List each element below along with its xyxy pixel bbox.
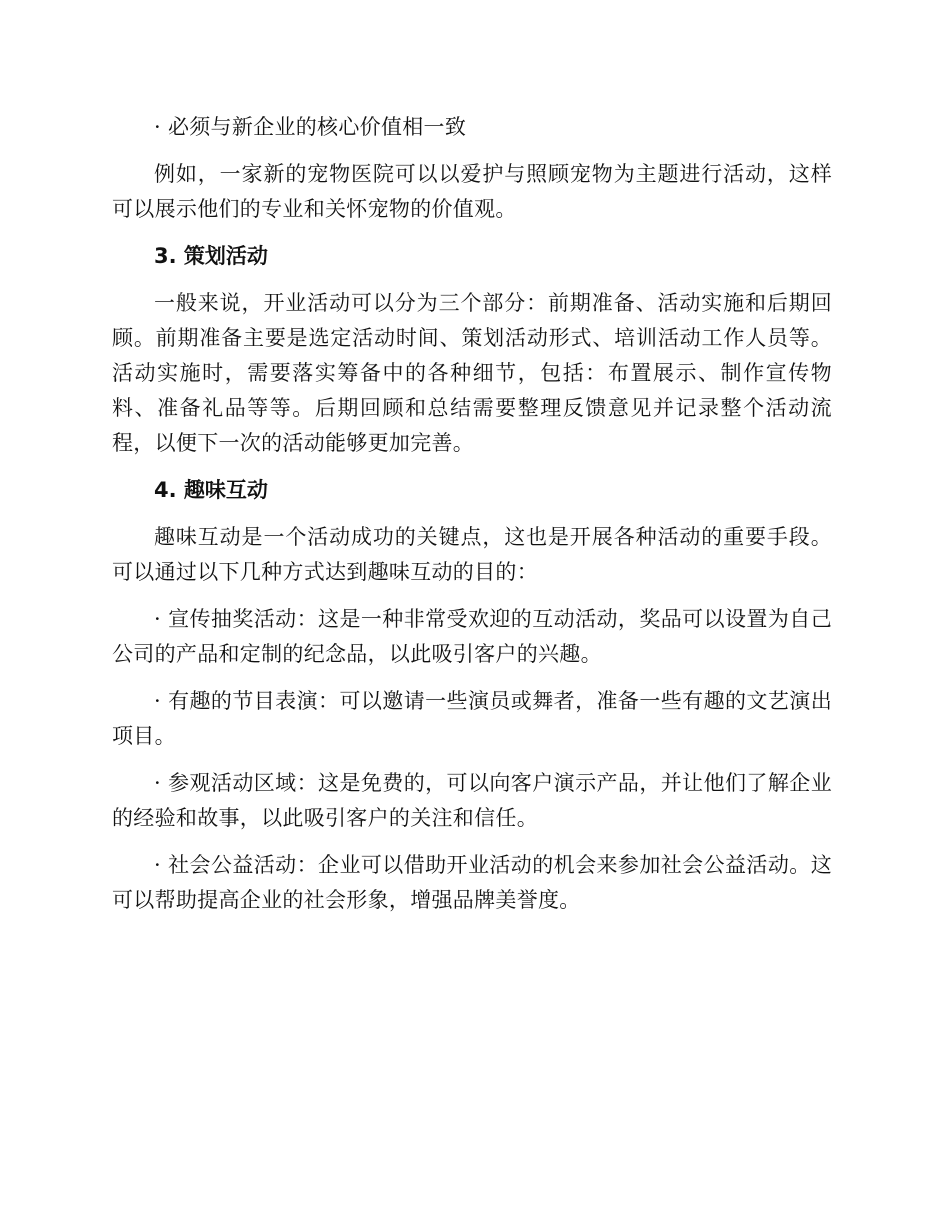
- bullet-performance: · 有趣的节目表演：可以邀请一些演员或舞者，准备一些有趣的文艺演出项目。: [112, 689, 832, 748]
- bullet-public-welfare: · 社会公益活动：企业可以借助开业活动的机会来参加社会公益活动。这可以帮助提高企业的社会形象，增强品牌美誉度。: [112, 853, 832, 912]
- bullet-visit-area: · 参观活动区域：这是免费的，可以向客户演示产品，并让他们了解企业的经验和故事，以此吸引客户的关注和信任。: [112, 771, 832, 830]
- bullet-core-values: · 必须与新企业的核心价值相一致: [154, 115, 467, 139]
- paragraph-pet-hospital-example: 例如，一家新的宠物医院可以以爱护与照顾宠物为主题进行活动，这样可以展示他们的专业和关怀宠物的价值观。: [112, 162, 832, 221]
- paragraph-fun-interaction-intro: 趣味互动是一个活动成功的关键点，这也是开展各种活动的重要手段。可以通过以下几种方式达到趣味互动的目的：: [112, 525, 832, 584]
- section-heading-plan-activity: 3. 策划活动: [154, 244, 268, 268]
- bullet-lottery: · 宣传抽奖活动：这是一种非常受欢迎的互动活动，奖品可以设置为自己公司的产品和定制的纪念品，以此吸引客户的兴趣。: [112, 607, 832, 666]
- document-body: [112, 110, 832, 930]
- section-heading-fun-interaction: 4. 趣味互动: [154, 478, 268, 502]
- paragraph-plan-activity: 一般来说，开业活动可以分为三个部分：前期准备、活动实施和后期回顾。前期准备主要是选定活动时间、策划活动形式、培训活动工作人员等。活动实施时，需要落实筹备中的各种细节，包括：布置展示、制作宣传物料、准备礼品等等。后期回顾和总结需要整理反馈意见并记录整个活动流程，以便下一次的活动能够更加完善。: [112, 291, 832, 455]
